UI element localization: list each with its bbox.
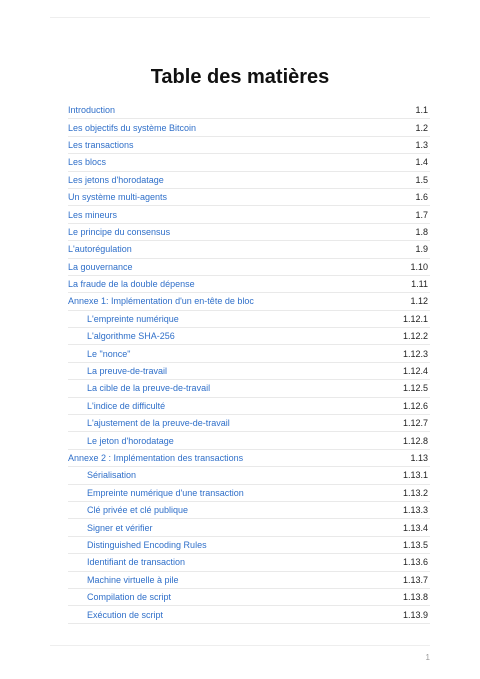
toc-entry-link[interactable]: Le jeton d'horodatage xyxy=(87,435,174,446)
toc-entry-number: 1.13.2 xyxy=(402,487,428,498)
toc-entry-link[interactable]: L'empreinte numérique xyxy=(87,313,179,324)
toc-entry[interactable] xyxy=(68,589,430,606)
toc-entry-link[interactable]: La fraude de la double dépense xyxy=(68,279,195,290)
toc-entry-number: 1.13.3 xyxy=(402,505,428,516)
toc-entry-link[interactable]: Le principe du consensus xyxy=(68,226,171,237)
toc-entry[interactable] xyxy=(68,519,430,536)
toc-entry-link[interactable]: Les jetons d'horodatage xyxy=(68,174,164,185)
toc-entry[interactable] xyxy=(68,485,430,502)
toc-entry-number: 1.12 xyxy=(410,296,428,307)
toc-entry[interactable] xyxy=(68,345,430,362)
toc-entry-link[interactable]: Compilation de script xyxy=(87,592,172,603)
toc-entry[interactable] xyxy=(68,172,430,189)
toc-entry[interactable] xyxy=(68,206,430,223)
toc-entry-number: 1.12.1 xyxy=(402,313,428,324)
toc-entry-number: 1.2 xyxy=(415,122,428,133)
toc-entry-number: 1.7 xyxy=(415,209,428,220)
toc-entry[interactable] xyxy=(68,224,430,241)
toc-entry[interactable] xyxy=(68,537,430,554)
toc-entry-number: 1.12.7 xyxy=(402,418,428,429)
toc-entry[interactable] xyxy=(68,241,430,258)
toc-entry[interactable] xyxy=(68,432,430,449)
toc-entry-number: 1.12.3 xyxy=(402,348,428,359)
toc-entry-number: 1.13.5 xyxy=(402,539,428,550)
toc-entry-link[interactable]: Identifiant de transaction xyxy=(87,557,186,568)
table-of-contents xyxy=(68,102,430,624)
toc-entry[interactable] xyxy=(68,154,430,171)
toc-entry-number: 1.11 xyxy=(411,279,428,290)
toc-entry[interactable] xyxy=(68,572,430,589)
toc-entry-link[interactable]: Introduction xyxy=(68,105,116,116)
toc-entry-number: 1.12.4 xyxy=(402,366,428,377)
toc-entry[interactable] xyxy=(68,137,430,154)
toc-entry-link[interactable]: Le "nonce" xyxy=(87,348,131,359)
toc-entry-link[interactable]: L'indice de difficulté xyxy=(87,400,166,411)
toc-entry[interactable] xyxy=(68,293,430,310)
page-title: Table des matières xyxy=(150,66,330,88)
toc-entry-number: 1.13.7 xyxy=(402,574,428,585)
toc-entry-link[interactable]: Les blocs xyxy=(68,157,107,168)
toc-entry-link[interactable]: L'autorégulation xyxy=(68,244,132,255)
footer-divider xyxy=(50,645,430,646)
toc-entry-link[interactable]: Distinguished Encoding Rules xyxy=(87,539,207,550)
toc-entry-link[interactable]: Signer et vérifier xyxy=(87,522,153,533)
toc-entry-number: 1.10 xyxy=(410,261,428,272)
toc-entry[interactable] xyxy=(68,380,430,397)
toc-entry[interactable] xyxy=(68,328,430,345)
toc-entry[interactable] xyxy=(68,363,430,380)
toc-entry-link[interactable]: L'ajustement de la preuve-de-travail xyxy=(87,418,230,429)
toc-entry-link[interactable]: La gouvernance xyxy=(68,261,133,272)
toc-entry[interactable] xyxy=(68,415,430,432)
toc-entry[interactable] xyxy=(68,398,430,415)
toc-entry-number: 1.13.8 xyxy=(402,592,428,603)
toc-entry-number: 1.13.6 xyxy=(402,557,428,568)
toc-entry-link[interactable]: Sérialisation xyxy=(87,470,137,481)
toc-entry[interactable] xyxy=(68,189,430,206)
toc-entry-number: 1.12.6 xyxy=(402,400,428,411)
toc-entry-link[interactable]: Un système multi-agents xyxy=(68,192,168,203)
toc-entry-number: 1.13 xyxy=(410,453,428,463)
toc-entry-link[interactable]: Exécution de script xyxy=(87,609,164,620)
toc-entry-link[interactable]: Machine virtuelle à pile xyxy=(87,574,179,585)
toc-entry-number: 1.13.1 xyxy=(402,470,428,481)
toc-entry-link[interactable]: Les mineurs xyxy=(68,209,118,220)
toc-entry-number: 1.4 xyxy=(415,157,428,168)
toc-entry-number: 1.8 xyxy=(415,226,428,237)
toc-entry[interactable] xyxy=(68,554,430,571)
toc-entry-link[interactable]: Les transactions xyxy=(68,139,134,150)
toc-entry[interactable] xyxy=(68,276,430,293)
toc-entry-number: 1.13.4 xyxy=(402,522,428,533)
toc-entry[interactable] xyxy=(68,606,430,623)
toc-entry-link[interactable]: Annexe 1: Implémentation d'un en-tête de bloc xyxy=(68,296,254,307)
toc-entry[interactable] xyxy=(68,502,430,519)
toc-entry-link[interactable]: Annexe 2 : Implémentation des transactions xyxy=(68,453,244,463)
toc-entry-link[interactable]: La preuve-de-travail xyxy=(87,366,168,377)
toc-entry-number: 1.12.8 xyxy=(402,435,428,446)
toc-entry-number: 1.13.9 xyxy=(402,609,428,620)
toc-entry-number: 1.9 xyxy=(415,244,428,255)
toc-entry-number: 1.12.2 xyxy=(402,331,428,342)
toc-entry[interactable] xyxy=(68,450,430,467)
toc-entry-number: 1.6 xyxy=(415,192,428,203)
toc-entry-link[interactable]: L'algorithme SHA-256 xyxy=(87,331,175,342)
toc-entry[interactable] xyxy=(68,311,430,328)
toc-entry[interactable] xyxy=(68,467,430,484)
toc-entry-number: 1.1 xyxy=(415,105,428,116)
toc-entry-number: 1.5 xyxy=(415,174,428,185)
toc-entry-link[interactable]: Les objectifs du système Bitcoin xyxy=(68,122,197,133)
toc-entry-number: 1.3 xyxy=(415,139,428,150)
toc-entry-link[interactable]: Clé privée et clé publique xyxy=(87,505,189,516)
toc-entry-number: 1.12.5 xyxy=(402,383,428,394)
toc-entry[interactable] xyxy=(68,119,430,136)
header-divider xyxy=(50,17,430,18)
toc-entry[interactable] xyxy=(68,102,430,119)
toc-entry-link[interactable]: Empreinte numérique d'une transaction xyxy=(87,487,244,498)
toc-entry-link[interactable]: La cible de la preuve-de-travail xyxy=(87,383,211,394)
toc-entry[interactable] xyxy=(68,259,430,276)
page-number: 1 xyxy=(425,653,430,662)
